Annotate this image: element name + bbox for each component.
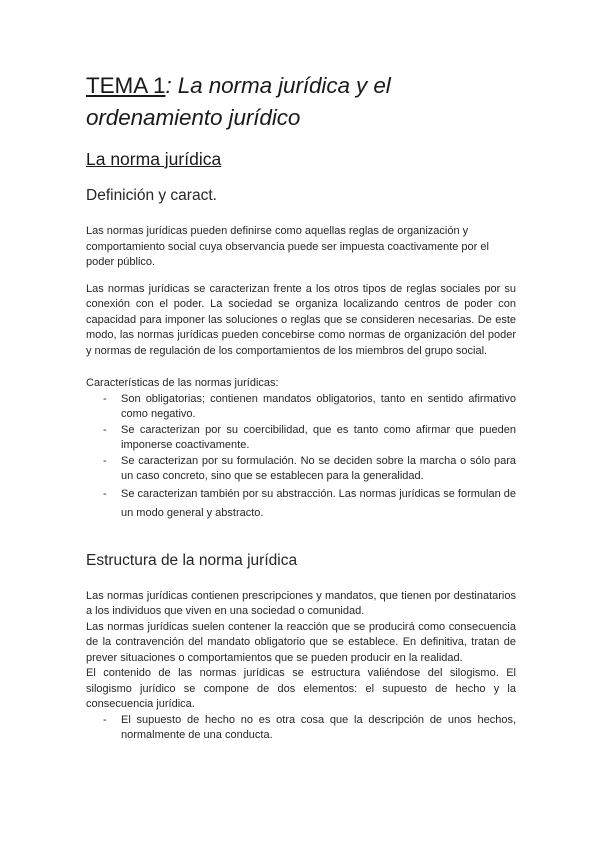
title-tema: TEMA 1 [86, 73, 166, 98]
paragraph-prescripciones: Las normas jurídicas contienen prescripciones y mandatos, que tienen por destinatarios a los individuos que viven en una sociedad o comunidad. [86, 589, 516, 617]
subheading-definicion: Definición y caract. [86, 187, 217, 204]
list-item-text: Se caracterizan también por su abstracción. Las normas jurídicas se formulan de un modo general y abstracto. [121, 487, 516, 519]
list-item [86, 713, 516, 744]
list-item [86, 485, 516, 523]
dash-bullet: - [103, 454, 107, 467]
list-item [86, 423, 516, 454]
list-item-text: Se caracterizan por su coercibilidad, que es tanto como afirmar que pueden imponerse coactivamente. [121, 423, 516, 451]
structure-list [86, 713, 516, 744]
subheading-estructura: Estructura de la norma jurídica [86, 551, 298, 569]
paragraph-reaccion: Las normas jurídicas suelen contener la reacción que se producirá como consecuencia de la contravención del mandato obligatorio que se establece. En definitiva, tratan de prever situaciones o comportamientos que se pueden producir en la realidad. [86, 620, 516, 664]
list-item [86, 392, 516, 423]
list-item [86, 454, 516, 485]
dash-bullet: - [103, 713, 107, 726]
dash-bullet: - [103, 392, 107, 405]
list-intro: Características de las normas jurídicas: [86, 377, 279, 389]
paragraph-silogismo: El contenido de las normas jurídicas se estructura valiéndose del silogismo. El silogismo jurídico se compone de dos elementos: el supuesto de hecho y la consecuencia jurídica. [86, 667, 516, 710]
paragraph-definition: Las normas jurídicas pueden definirse como aquellas reglas de organización y comportamiento social cuya observancia puede ser impuesta coactivamente por el poder público. [86, 225, 489, 268]
paragraph-caracterizan: Las normas jurídicas se caracterizan frente a los otros tipos de reglas sociales por su conexión con el poder. La sociedad se organiza localizando centros de poder con capacidad para imponer las soluciones o reglas que se consideren necesarias. De este modo, las normas jurídicas pueden concebirse como normas de organización del poder y normas de regulación de los comportamientos de los miembros del grupo social. [86, 282, 516, 357]
section-heading-norma: La norma jurídica [86, 149, 222, 169]
dash-bullet: - [103, 423, 107, 436]
list-item-text: Se caracterizan por su formulación. No se deciden sobre la marcha o sólo para un caso concreto, sino que se establecen para la generalidad. [121, 454, 516, 482]
title-text: : La norma jurídica y el ordenamiento jurídico [86, 73, 391, 130]
list-item-text: Son obligatorias; contienen mandatos obligatorios, tanto en sentido afirmativo como negativo. [121, 392, 516, 420]
characteristics-list [86, 392, 516, 523]
list-item-text: El supuesto de hecho no es otra cosa que la descripción de unos hechos, normalmente de una conducta. [121, 713, 516, 741]
dash-bullet: - [103, 487, 107, 500]
page-title [86, 70, 516, 134]
document-content [86, 70, 516, 744]
